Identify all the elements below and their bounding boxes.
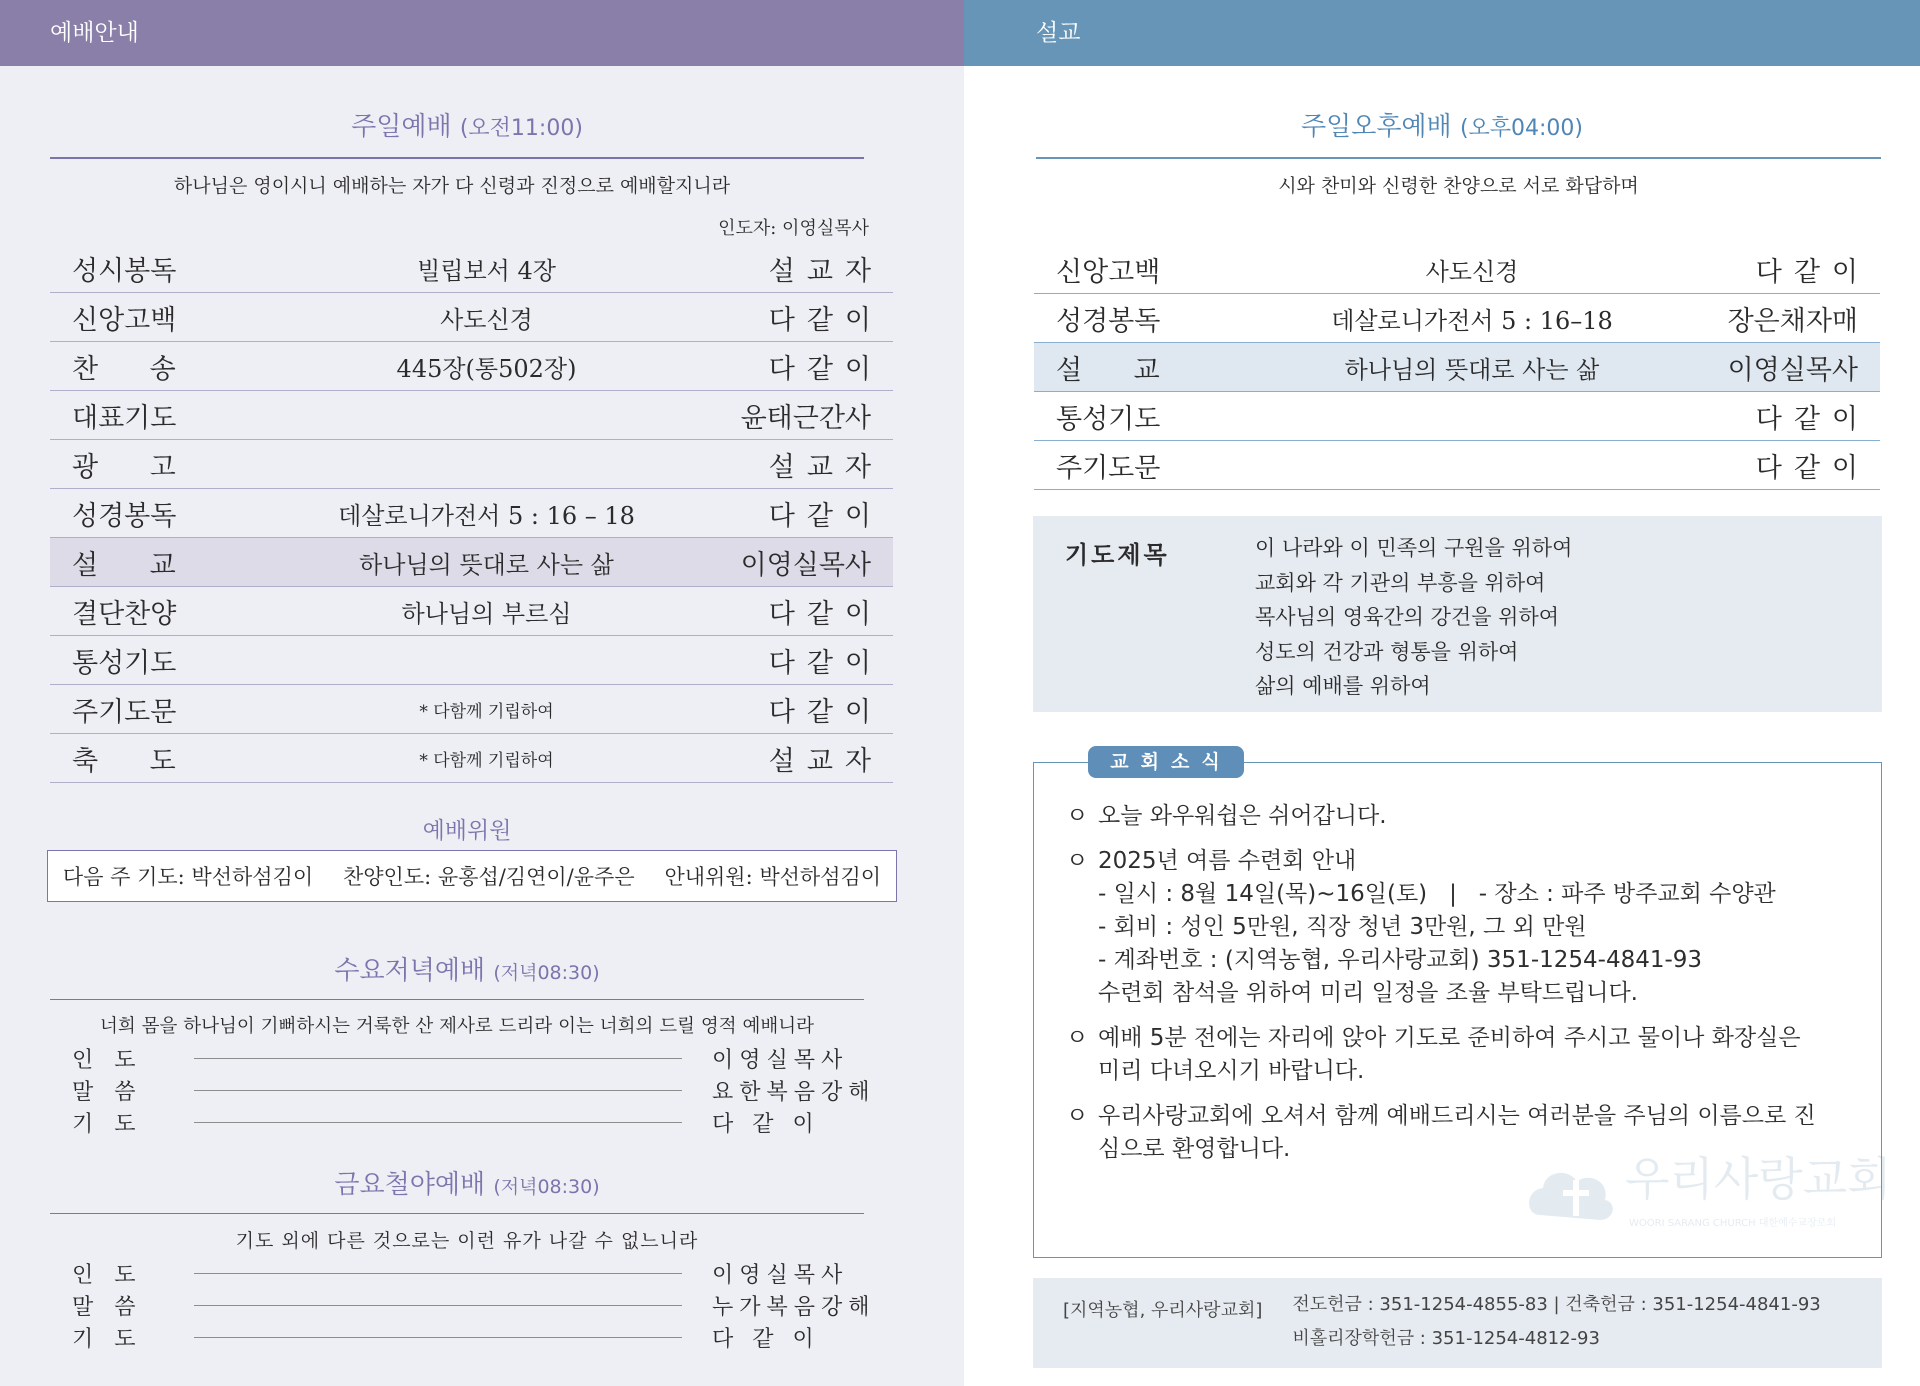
section-title (964, 106, 1920, 143)
order-person: 다같이 (768, 304, 883, 336)
order-content: 데살로니가전서 5 : 16 – 18 (338, 501, 635, 530)
order-person: 윤태근간사 (740, 402, 871, 434)
order-item: 광 고 (72, 451, 176, 483)
order-row (50, 636, 893, 685)
order-row (1034, 343, 1880, 392)
leader-line (194, 1122, 682, 1123)
service-line (72, 1042, 862, 1074)
church-news-list (1066, 800, 1866, 1178)
bullet-icon: ㅇ (1066, 1025, 1089, 1051)
news-item (1066, 845, 1866, 1010)
news-subitem: - 일시 : 8월 14일(목)~16일(토) | - 장소 : 파주 방주교회 수양관 (1098, 881, 1776, 907)
line-person: 이영실목사 (712, 1262, 849, 1288)
order-row (50, 734, 893, 783)
section-title-text: 금요철야예배 (334, 1170, 486, 1200)
committee-usher: 안내위원: 박선하섬김이 (664, 865, 882, 889)
news-text: 예배 5분 전에는 자리에 앉아 기도로 준비하여 주시고 물이나 화장실은 미리 다녀오시기 바랍니다. (1098, 1025, 1801, 1084)
bank-line-1: 전도헌금 : 351-1254-4855-83 | 건축헌금 : 351-1254-4841-93 (1292, 1294, 1821, 1315)
order-item: 통성기도 (72, 647, 177, 679)
service-line (72, 1289, 876, 1321)
line-person: 다 같 이 (712, 1111, 820, 1137)
order-person: 장은채자매 (1727, 305, 1858, 337)
order-content: 445장(통502장) (396, 354, 577, 383)
wednesday-section (0, 950, 934, 1138)
order-content: 빌립보서 4장 (417, 256, 556, 285)
line-item: 말 씀 (72, 1079, 136, 1105)
church-news-tag: 교회소식 (1088, 746, 1244, 778)
watermark-sub: WOORI SARANG CHURCH 대한예수교장로회 (1629, 1218, 1837, 1229)
order-content: * 다함께 기립하여 (419, 701, 554, 722)
order-item: 통성기도 (1056, 403, 1161, 435)
prayer-topics-list (1255, 531, 1572, 712)
prayer-topic: 목사님의 영육간의 강건을 위하여 (1255, 605, 1560, 629)
committee-title: 예배위원 (422, 818, 512, 844)
line-item: 기 도 (72, 1111, 136, 1137)
committee-prayer: 다음 주 기도: 박선하섬김이 (62, 865, 314, 889)
order-row (50, 342, 893, 391)
order-content: 하나님의 뜻대로 사는 삶 (359, 550, 614, 579)
order-person: 설교자 (768, 255, 883, 287)
bank-line-2: 비홀리장학헌금 : 351-1254-4812-93 (1292, 1328, 1600, 1349)
sunday-pm-section (964, 106, 1920, 198)
service-line (72, 1106, 862, 1138)
order-row (50, 244, 893, 293)
committee-box (47, 850, 897, 902)
line-person: 요한복음강해 (712, 1079, 876, 1105)
section-title (0, 1164, 934, 1201)
order-row (50, 489, 893, 538)
news-item (1066, 1100, 1866, 1166)
order-person: 다같이 (768, 500, 883, 532)
order-item: 찬 송 (72, 353, 176, 385)
sunday-am-order-table (50, 244, 893, 783)
verse: 기도 외에 다른 것으로는 이런 유가 나갈 수 없느니라 (235, 1230, 699, 1252)
order-person: 다같이 (1755, 256, 1870, 288)
order-row (50, 391, 893, 440)
order-item: 설 교 (1056, 354, 1160, 386)
news-text: 2025년 여름 수련회 안내 (1098, 848, 1357, 874)
order-row (50, 293, 893, 342)
section-time: (저녁08:30) (493, 1176, 600, 1198)
leader-line (194, 1305, 682, 1306)
section-time: (오전11:00) (459, 116, 583, 141)
order-person: 설교자 (768, 451, 883, 483)
divider (50, 1213, 864, 1214)
prayer-topic: 성도의 건강과 형통을 위하여 (1255, 639, 1519, 664)
order-row (1034, 294, 1880, 343)
section-title (0, 950, 934, 987)
order-content: 하나님의 뜻대로 사는 삶 (1344, 355, 1600, 384)
order-person: 다같이 (768, 598, 883, 630)
bullet-icon: ㅇ (1066, 848, 1089, 874)
bullet-icon: ㅇ (1066, 803, 1089, 829)
order-item: 결단찬양 (72, 598, 177, 630)
order-item: 신앙고백 (72, 304, 177, 336)
order-item: 신앙고백 (1056, 256, 1161, 288)
order-row (50, 587, 893, 636)
news-sublist (1098, 878, 1776, 1010)
leader: 인도자: 이영실목사 (718, 218, 869, 239)
leader-line (194, 1337, 682, 1338)
committee-praise: 찬양인도: 윤홍섭/김연이/윤주은 (342, 865, 635, 889)
order-item: 주기도문 (72, 696, 177, 728)
section-title-text: 주일오후예배 (1300, 112, 1452, 142)
order-person: 다같이 (768, 696, 883, 728)
order-person: 이영실목사 (740, 549, 871, 581)
leader-line (194, 1273, 682, 1274)
order-content: 사도신경 (1425, 257, 1519, 286)
prayer-topic: 이 나라와 이 민족의 구원을 위하여 (1255, 536, 1573, 560)
divider (50, 157, 864, 159)
order-person: 다같이 (1755, 403, 1870, 435)
order-item: 성경봉독 (72, 500, 177, 532)
line-item: 기 도 (72, 1326, 136, 1352)
order-item: 성경봉독 (1056, 305, 1161, 337)
news-subitem: - 회비 : 성인 5만원, 직장 청년 3만원, 그 외 만원 (1098, 914, 1587, 940)
service-line (72, 1321, 862, 1353)
prayer-topics-title: 기도제목 (1065, 541, 1170, 569)
right-header: 설교 (964, 0, 1920, 66)
news-text: 오늘 와우워쉽은 쉬어갑니다. (1098, 803, 1387, 829)
order-content: 사도신경 (440, 305, 533, 334)
order-content: 데살로니가전서 5 : 16–18 (1331, 306, 1613, 335)
order-content: 하나님의 부르심 (401, 599, 572, 628)
leader-line (194, 1090, 682, 1091)
section-title-text: 수요저녁예배 (334, 956, 486, 986)
friday-section (0, 1164, 934, 1353)
line-item: 인 도 (72, 1047, 136, 1073)
bullet-icon: ㅇ (1066, 1103, 1089, 1129)
order-item: 성시봉독 (72, 255, 177, 287)
service-line (72, 1257, 862, 1289)
verse: 너희 몸을 하나님이 기뻐하시는 거룩한 산 제사로 드리라 이는 너희의 드릴 영적 예배니라 (100, 1016, 814, 1037)
prayer-topics-box (1033, 516, 1882, 712)
order-item: 주기도문 (1056, 452, 1161, 484)
section-time: (저녁08:30) (493, 962, 600, 984)
order-item: 축 도 (72, 745, 176, 777)
prayer-topic: 삶의 예배를 위하여 (1255, 674, 1431, 698)
order-row (50, 685, 893, 734)
order-row (1034, 245, 1880, 294)
order-row (50, 440, 893, 489)
news-item (1066, 1022, 1866, 1088)
order-content: * 다함께 기립하여 (419, 750, 554, 771)
line-person: 누가복음강해 (712, 1294, 876, 1320)
verse: 하나님은 영이시니 예배하는 자가 다 신령과 진정으로 예배할지니라 (173, 175, 731, 197)
watermark-name: 우리사랑교회 (1625, 1152, 1892, 1206)
order-person: 다같이 (768, 353, 883, 385)
service-line (72, 1074, 876, 1106)
bank-label: [지역농협, 우리사랑교회] (1063, 1300, 1263, 1321)
offering-accounts (1033, 1278, 1882, 1368)
news-item (1066, 800, 1866, 833)
news-subitem: - 계좌번호 : (지역농협, 우리사랑교회) 351-1254-4841-93 (1098, 947, 1703, 973)
order-row (50, 538, 893, 587)
order-person: 이영실목사 (1727, 354, 1858, 386)
news-text: 우리사랑교회에 오셔서 함께 예배드리시는 여러분을 주님의 이름으로 진심으로 환영합니다. (1098, 1103, 1816, 1162)
line-person: 이영실목사 (712, 1047, 849, 1073)
section-title (0, 106, 934, 143)
sunday-pm-order-table (1034, 244, 1880, 490)
divider (50, 999, 864, 1000)
section-title-text: 주일예배 (351, 112, 452, 142)
order-person: 설교자 (768, 745, 883, 777)
order-row (1034, 392, 1880, 441)
order-person: 다같이 (1755, 452, 1870, 484)
line-item: 말 씀 (72, 1294, 136, 1320)
line-person: 다 같 이 (712, 1326, 820, 1352)
verse: 시와 찬미와 신령한 찬양으로 서로 화답하며 (1278, 175, 1639, 197)
news-subitem: 수련회 참석을 위하여 미리 일정을 조율 부탁드립니다. (1098, 980, 1638, 1006)
leader-line (194, 1058, 682, 1059)
prayer-topic: 교회와 각 기관의 부흥을 위하여 (1255, 570, 1546, 595)
left-header: 예배안내 (0, 0, 964, 66)
sunday-am-section (0, 106, 934, 240)
order-row (1034, 441, 1880, 490)
order-person: 다같이 (768, 647, 883, 679)
divider (1036, 157, 1881, 159)
order-item: 대표기도 (72, 402, 177, 434)
order-item: 설 교 (72, 549, 176, 581)
section-time: (오후04:00) (1459, 116, 1584, 141)
line-item: 인 도 (72, 1262, 136, 1288)
